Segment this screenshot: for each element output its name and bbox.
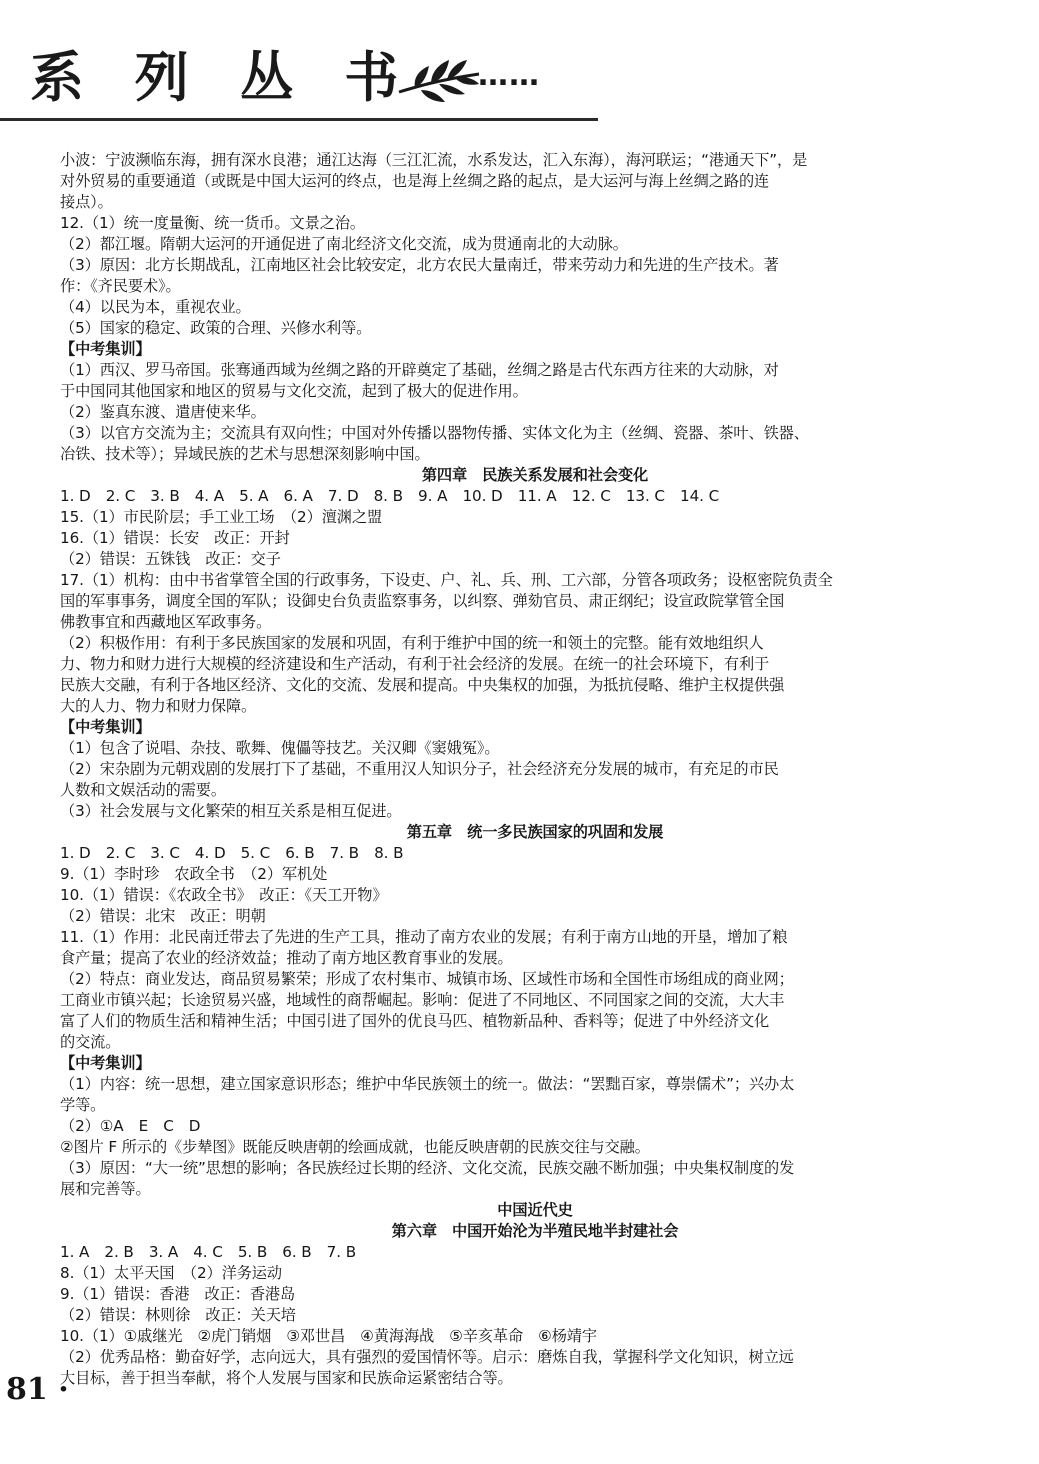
text-line: （2）都江堰。隋朝大运河的开通促进了南北经济文化交流，成为贯通南北的大动脉。 (60, 235, 628, 253)
text-line: 1. D 2. C 3. C 4. D 5. C 6. B 7. B 8. B (60, 844, 404, 862)
text-line: 对外贸易的重要通道（或既是中国大运河的终点，也是海上丝绸之路的起点，是大运河与海上丝绸之路的连 (60, 172, 770, 190)
series-title: 系 列 丛 书 (30, 45, 415, 109)
text-line: 佛教事宜和西藏地区军政事务。 (60, 613, 272, 631)
text-line: 8.（1）太平天国 （2）洋务运动 (60, 1264, 282, 1282)
text-line: （3）原因：“大一统”思想的影响；各民族经过长期的经济、文化交流，民族交融不断加强；中央集权制度的发 (60, 1159, 795, 1177)
text-line: （3）原因：北方长期战乱，江南地区社会比较安定，北方农民大量南迁，带来劳动力和先进的生产技术。著 (60, 256, 779, 274)
text-line: （1）包含了说唱、杂技、歌舞、傀儡等技艺。关汉卿《窦娥冤》。 (60, 739, 500, 757)
text-line: 工商业市镇兴起；长途贸易兴盛，地域性的商帮崛起。影响：促进了不同地区、不同国家之间的交流，大大丰 (60, 991, 785, 1009)
text-line: 大的人力、物力和财力保障。 (60, 697, 257, 715)
text-line: 9.（1）李时珍 农政全书 （2）军机处 (60, 865, 328, 883)
text-line: 于中国同其他国家和地区的贸易与文化交流，起到了极大的促进作用。 (60, 382, 528, 400)
text-line: 食产量；提高了农业的经济效益；推动了南方地区教育事业的发展。 (60, 949, 513, 967)
text-line: （5）国家的稳定、政策的合理、兴修水利等。 (60, 319, 372, 337)
chapter-heading: 第四章 民族关系发展和社会变化 (421, 466, 649, 484)
text-line: （2）错误：北宋 改正：明朝 (60, 907, 266, 925)
text-line: 富了人们的物质生活和精神生活；中国引进了国外的优良马匹、植物新品种、香料等；促进了中外经济文化 (60, 1012, 770, 1030)
text-line: ②图片 F 所示的《步辇图》既能反映唐朝的绘画成就，也能反映唐朝的民族交往与交融。 (60, 1138, 650, 1156)
text-line: （2）宋杂剧为元朝戏剧的发展打下了基础，不重用汉人知识分子，社会经济充分发展的城市，有充足的市民 (60, 760, 779, 778)
text-line: （2）鉴真东渡、遣唐使来华。 (60, 403, 266, 421)
text-line: 作：《齐民要术》。 (60, 277, 181, 295)
text-line: 接点）。 (60, 193, 113, 211)
text-line: 展和完善等。 (60, 1180, 151, 1198)
text-line: 1. A 2. B 3. A 4. C 5. B 6. B 7. B (60, 1243, 357, 1261)
text-line: 1. D 2. C 3. B 4. A 5. A 6. A 7. D 8. B 9. A 10. D 11. A 12. C 13. C 14. C (60, 487, 720, 505)
section-label: 【中考集训】 (60, 1054, 151, 1072)
text-line: 力、物力和财力进行大规模的经济建设和生产活动，有利于社会经济的发展。在统一的社会环境下，有利于 (60, 655, 770, 673)
text-line: 的交流。 (60, 1033, 121, 1051)
leaf-ornament-icon (395, 48, 485, 108)
text-line: 10.（1）错误：《农政全书》 改正：《天工开物》 (60, 886, 388, 904)
section-label: 【中考集训】 (60, 340, 151, 358)
text-line: （2）①A E C D (60, 1117, 201, 1135)
text-line: （3）以官方交流为主；交流具有双向性；中国对外传播以器物传播、实体文化为主（丝绸、瓷器、茶叶、铁器、 (60, 424, 809, 442)
text-line: 大目标，善于担当奉献，将个人发展与国家和民族命运紧密结合等。 (60, 1369, 513, 1387)
text-line: 11.（1）作用：北民南迁带去了先进的生产工具，推动了南方农业的发展；有利于南方山地的开垦，增加了粮 (60, 928, 788, 946)
header-dots: …… (478, 58, 540, 93)
text-line: （4）以民为本，重视农业。 (60, 298, 251, 316)
text-line: 15.（1）市民阶层；手工业工场 （2）澶渊之盟 (60, 508, 383, 526)
chapter-heading: 中国近代史 (497, 1201, 573, 1219)
text-line: （2）错误：五铢钱 改正：交子 (60, 550, 281, 568)
text-line: 冶铁、技术等）；异域民族的艺术与思想深刻影响中国。 (60, 445, 430, 463)
text-line: （2）特点：商业发达，商品贸易繁荣；形成了农村集市、城镇市场、区域性市场和全国性市场组成的商业网； (60, 970, 794, 988)
text-line: 小波：宁波濒临东海，拥有深水良港；通江达海（三江汇流，水系发达，汇入东海），海河联运；“港通天下”，是 (60, 151, 808, 169)
text-line: （3）社会发展与文化繁荣的相互关系是相互促进。 (60, 802, 402, 820)
section-label: 【中考集训】 (60, 718, 151, 736)
text-line: 17.（1）机构：由中书省掌管全国的行政事务，下设吏、户、礼、兵、刑、工六部，分管各项政务；设枢密院负责全 (60, 571, 833, 589)
chapter-heading: 第五章 统一多民族国家的巩固和发展 (406, 823, 664, 841)
text-line: 9.（1）错误：香港 改正：香港岛 (60, 1285, 296, 1303)
text-line: 国的军事事务，调度全国的军队；设御史台负责监察事务，以纠察、弹劾官员、肃正纲纪；设宣政院掌管全国 (60, 592, 785, 610)
answer-content (60, 150, 1010, 1389)
text-line: 民族大交融，有利于各地区经济、文化的交流、发展和提高。中央集权的加强，为抵抗侵略、维护主权提供强 (60, 676, 785, 694)
text-line: （2）错误：林则徐 改正：关天培 (60, 1306, 296, 1324)
page-number: 81 · (6, 1372, 69, 1407)
text-line: （1）内容：统一思想，建立国家意识形态；维护中华民族领土的统一。做法：“罢黜百家，尊崇儒术”；兴办太 (60, 1075, 795, 1093)
header-rule (0, 118, 598, 121)
text-line: 人数和文娱活动的需要。 (60, 781, 226, 799)
text-line: （1）西汉、罗马帝国。张骞通西域为丝绸之路的开辟奠定了基础，丝绸之路是古代东西方往来的大动脉，对 (60, 361, 779, 379)
text-line: 16.（1）错误：长安 改正：开封 (60, 529, 290, 547)
page-header (0, 0, 1039, 124)
text-line: （2）积极作用：有利于多民族国家的发展和巩固，有利于维护中国的统一和领土的完整。能有效地组织人 (60, 634, 764, 652)
chapter-heading: 第六章 中国开始沦为半殖民地半封建社会 (391, 1222, 679, 1240)
text-line: 学等。 (60, 1096, 106, 1114)
text-line: 10.（1）①戚继光 ②虎门销烟 ③邓世昌 ④黄海海战 ⑤辛亥革命 ⑥杨靖宇 (60, 1327, 597, 1345)
text-line: 12.（1）统一度量衡、统一货币。文景之治。 (60, 214, 365, 232)
text-line: （2）优秀品格：勤奋好学，志向远大，具有强烈的爱国情怀等。启示：磨炼自我，掌握科学文化知识，树立远 (60, 1348, 794, 1366)
